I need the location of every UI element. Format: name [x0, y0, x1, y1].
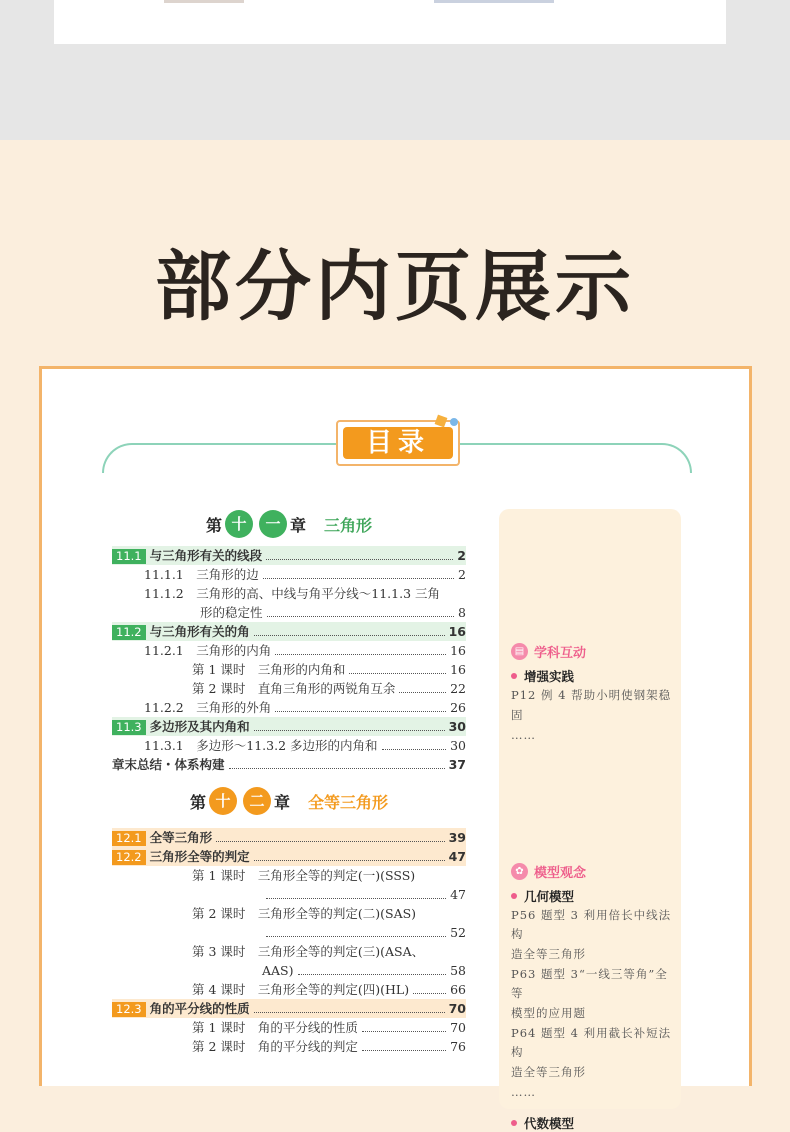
toc-entry-text: 与三角形有关的线段: [149, 548, 263, 563]
sidebar-text: P64 题型 4 利用截长补短法构: [511, 1026, 672, 1059]
toc-entry-text: 第 1 课时 三角形的内角和: [192, 662, 346, 677]
toc-page-number: 58: [450, 963, 466, 978]
toc-entry-text: AAS): [262, 963, 294, 978]
sidebar-panel: [499, 509, 681, 1131]
toc-entry-text: 第 4 课时 三角形全等的判定(四)(HL): [192, 982, 410, 997]
toc-section-row: [112, 717, 466, 736]
sidebar-text: P56 题型 3 利用倍长中线法构: [511, 908, 672, 941]
toc-page-number: 22: [450, 681, 466, 696]
toc-subsection-row: [112, 565, 466, 584]
decor-arc-left: [102, 443, 338, 473]
decor-dot: [450, 418, 458, 426]
subsection-heading: [511, 1114, 673, 1132]
toc-lesson-row: [112, 679, 466, 698]
chapter-prefix: 第: [189, 792, 206, 812]
toc-page-number: 52: [450, 925, 466, 940]
toc-entry-text: 第 3 课时 三角形全等的判定(三)(ASA、: [192, 944, 425, 959]
toc-entry-text: 11.2.1 三角形的内角: [144, 643, 272, 658]
toc-lesson-row-continued: [112, 961, 466, 980]
chapter-suffix: 章: [289, 515, 306, 535]
section-tag: 11.2: [112, 625, 146, 640]
section-header: [511, 641, 673, 661]
top-gray-band: [0, 0, 790, 140]
toc-page-number: 47: [448, 849, 466, 864]
toc-page-number: 47: [450, 887, 466, 902]
subsection-title: 几何模型: [524, 889, 575, 904]
section-tag: 11.1: [112, 549, 146, 564]
toc-section-row: [112, 622, 466, 641]
toc-page-number: 37: [448, 757, 466, 772]
toc-page-number: 16: [448, 624, 466, 639]
toc-section-row: [112, 828, 466, 847]
toc-lesson-row-continued: [112, 923, 466, 942]
toc-page-number: 70: [450, 1020, 466, 1035]
toc-entry-text: 第 2 课时 角的平分线的判定: [192, 1039, 358, 1054]
toc-entry-text: 多边形及其内角和: [149, 719, 250, 734]
toc-lesson-row: [112, 980, 466, 999]
toc-lesson-row: [112, 942, 466, 961]
toc-page-number: 2: [458, 567, 466, 582]
toc-page-number: 16: [450, 643, 466, 658]
decor-arc-right: [456, 443, 692, 473]
toc-page-number: 2: [457, 548, 466, 563]
subsection-heading: [511, 887, 673, 905]
chapter-12-heading: [112, 784, 466, 818]
toc-entry-text: 第 2 课时 三角形全等的判定(二)(SAS): [192, 906, 417, 921]
section-tag: 11.3: [112, 720, 146, 735]
toc-entry-text: 11.1.2 三角形的高、中线与角平分线～11.1.3 三角: [144, 586, 440, 601]
toc-subsection-row-continued: [112, 603, 466, 622]
toc-entry-text: 全等三角形: [149, 830, 213, 845]
sidebar-text: P63 题型 3“一线三等角”全等: [511, 967, 668, 1000]
chapter-11-heading: [112, 507, 466, 541]
chapter-prefix: 第: [205, 515, 222, 535]
toc-entry-text: 第 2 课时 直角三角形的两锐角互余: [192, 681, 396, 696]
toc-header-label: 目录: [343, 427, 453, 459]
toc-entry-text: 第 1 课时 角的平分线的性质: [192, 1020, 358, 1035]
image-fragment: [434, 0, 554, 3]
chapter-title: 三角形: [324, 515, 373, 535]
toc-section-row: [112, 546, 466, 565]
sidebar-section-models: [511, 861, 673, 1132]
toc-entry-text: 形的稳定性: [200, 605, 263, 620]
toc-page-number: 30: [450, 738, 466, 753]
toc-section-row: [112, 847, 466, 866]
sidebar-section-interaction: [511, 641, 673, 745]
chapter-number-circle: 一: [259, 510, 287, 538]
section-header: [511, 861, 673, 881]
section-title: 学科互动: [534, 645, 587, 661]
sidebar-text: 造全等三角形: [511, 947, 586, 961]
sidebar-text: 模型的应用题: [511, 1006, 586, 1020]
toc-entry-text: 三角形全等的判定: [149, 849, 250, 864]
toc-page-number: 70: [448, 1001, 466, 1016]
toc-lesson-row: [112, 1018, 466, 1037]
toc-entry-text: 角的平分线的性质: [149, 1001, 250, 1016]
toc-page-number: 39: [448, 830, 466, 845]
toc-header-badge: [336, 420, 460, 466]
toc-section-row: [112, 999, 466, 1018]
toc-entry-text: 11.1.1 三角形的边: [144, 567, 259, 582]
toc-entry-text: 11.2.2 三角形的外角: [144, 700, 272, 715]
toc-page-number: 16: [450, 662, 466, 677]
book-icon: ▤: [511, 643, 528, 660]
toc-page-number: 26: [450, 700, 466, 715]
section-tag: 12.2: [112, 850, 146, 865]
subsection-title: 增强实践: [524, 669, 575, 684]
subsection-title: 代数模型: [524, 1116, 575, 1131]
chapter-suffix: 章: [273, 792, 290, 812]
toc-page-number: 66: [450, 982, 466, 997]
table-of-contents: [112, 507, 466, 1056]
sidebar-text: 造全等三角形: [511, 1065, 586, 1079]
section-tag: 12.3: [112, 1002, 146, 1017]
hero-title: 部分内页展示: [155, 242, 635, 331]
sidebar-text: 固: [511, 708, 524, 722]
toc-lesson-row: [112, 660, 466, 679]
toc-subsection-row: [112, 698, 466, 717]
sidebar-text: P12 例 4 帮助小明使钢架稳: [511, 688, 672, 702]
chapter-title: 全等三角形: [308, 792, 389, 812]
toc-subsection-row: [112, 641, 466, 660]
toc-lesson-row: [112, 1037, 466, 1056]
section-tag: 12.1: [112, 831, 146, 846]
toc-summary-row: [112, 755, 466, 774]
sidebar-text: ……: [511, 1085, 536, 1099]
toc-page-number: 76: [450, 1039, 466, 1054]
bullet-dot: [511, 893, 517, 899]
toc-entry-text: 第 1 课时 三角形全等的判定(一)(SSS): [192, 868, 416, 883]
subsection-heading: [511, 667, 673, 685]
image-fragment: [164, 0, 244, 3]
toc-lesson-row: [112, 904, 466, 923]
toc-subsection-row: [112, 736, 466, 755]
toc-page-number: 8: [458, 605, 466, 620]
bullet-dot: [511, 673, 517, 679]
chapter-number-circle: 十: [209, 787, 237, 815]
toc-lesson-row-continued: [112, 885, 466, 904]
toc-page-number: 30: [448, 719, 466, 734]
toc-entry-text: 章末总结・体系构建: [112, 757, 225, 772]
toc-subsection-row: [112, 584, 466, 603]
flower-icon: ✿: [511, 863, 528, 880]
book-page-preview: [39, 366, 752, 1131]
section-title: 模型观念: [534, 865, 587, 881]
chapter-number-circle: 十: [225, 510, 253, 538]
decor-square: [435, 415, 448, 428]
toc-lesson-row: [112, 866, 466, 885]
sidebar-text: ……: [511, 728, 536, 742]
toc-entry-text: 与三角形有关的角: [149, 624, 250, 639]
chapter-number-circle: 二: [243, 787, 271, 815]
toc-entry-text: 11.3.1 多边形～11.3.2 多边形的内角和: [144, 738, 378, 753]
previous-image-card: [54, 0, 726, 44]
bullet-dot: [511, 1120, 517, 1126]
